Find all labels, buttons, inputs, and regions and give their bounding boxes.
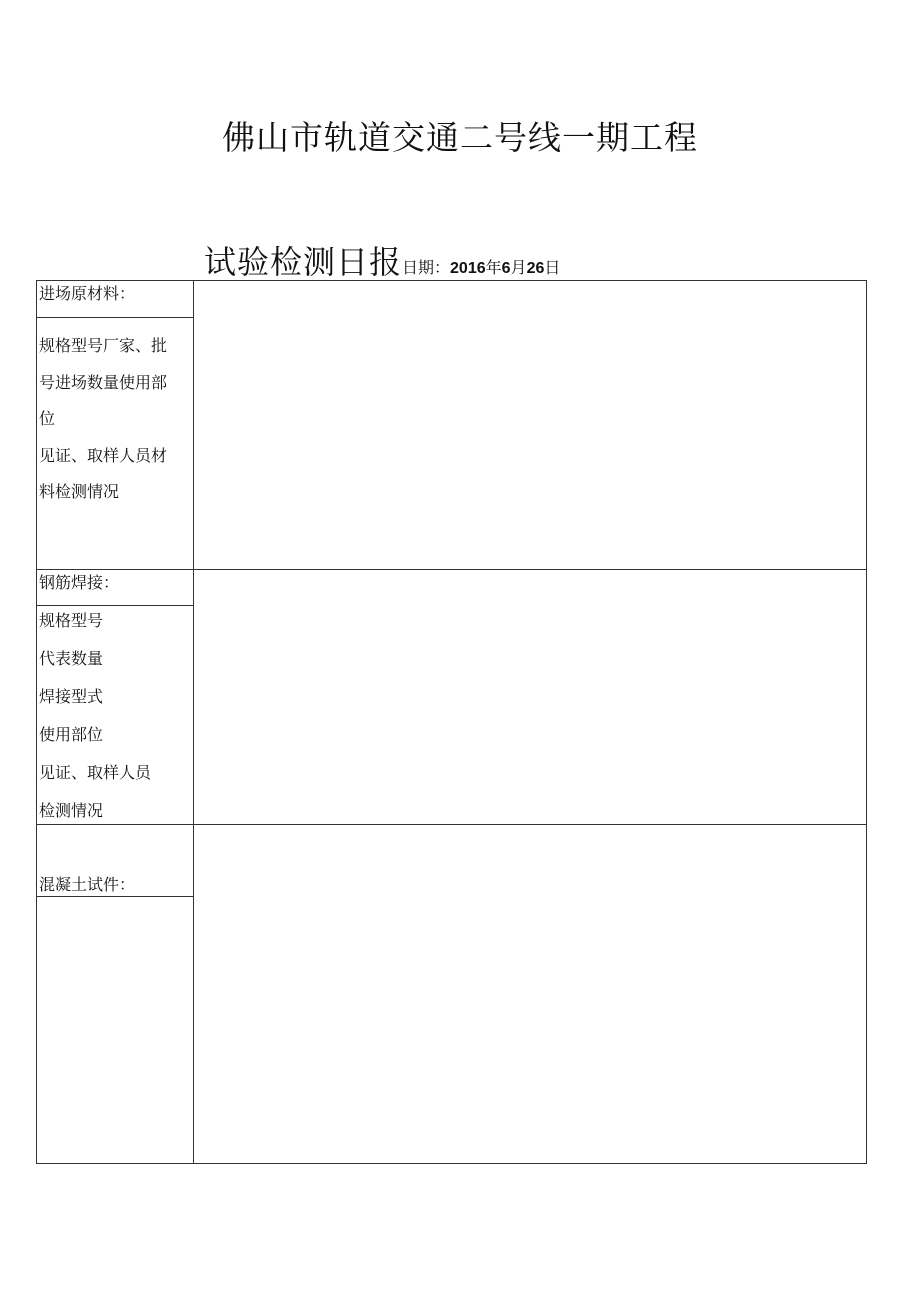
date-year-unit: 年 xyxy=(485,258,502,277)
date-day: 26 xyxy=(526,260,545,277)
welding-label-column xyxy=(37,570,194,824)
welding-label-line: 使用部位 xyxy=(39,725,104,744)
materials-label-line: 号进场数量使用部 xyxy=(39,372,168,392)
welding-label-line: 检测情况 xyxy=(39,801,104,820)
materials-label-line: 规格型号厂家、批 xyxy=(39,336,168,355)
materials-label-line: 位 xyxy=(39,409,56,428)
materials-label-line: 料检测情况 xyxy=(39,482,120,501)
welding-label-line: 代表数量 xyxy=(39,649,104,668)
materials-label-column xyxy=(37,281,194,569)
welding-label-line: 见证、取样人员 xyxy=(39,763,152,782)
materials-field-labels xyxy=(37,328,193,511)
welding-label-line: 规格型号 xyxy=(39,611,104,630)
concrete-label-column xyxy=(37,825,194,1163)
date-year: 2016 xyxy=(450,260,486,277)
welding-label-line: 焊接型式 xyxy=(39,687,104,706)
section-concrete xyxy=(37,825,866,1163)
concrete-heading: 混凝土试件： xyxy=(37,825,193,897)
report-header xyxy=(204,237,560,283)
section-materials xyxy=(37,281,866,570)
date-label: 日期： xyxy=(402,258,451,277)
date-month-unit: 月 xyxy=(510,258,527,277)
welding-field-labels xyxy=(37,602,193,830)
project-title: 佛山市轨道交通二号线一期工程 xyxy=(222,118,698,157)
section-welding xyxy=(37,570,866,825)
date-month: 6 xyxy=(501,260,511,277)
report-title: 试验检测日报 xyxy=(204,243,403,281)
report-form-table xyxy=(36,280,867,1164)
welding-entry-area[interactable] xyxy=(194,570,866,824)
materials-label-line: 见证、取样人员材 xyxy=(39,445,168,465)
materials-heading: 进场原材料： xyxy=(37,281,193,318)
welding-heading: 钢筋焊接： xyxy=(37,570,193,606)
date-day-unit: 日 xyxy=(544,258,561,277)
materials-entry-area[interactable] xyxy=(194,281,866,569)
concrete-entry-area[interactable] xyxy=(194,825,866,1163)
